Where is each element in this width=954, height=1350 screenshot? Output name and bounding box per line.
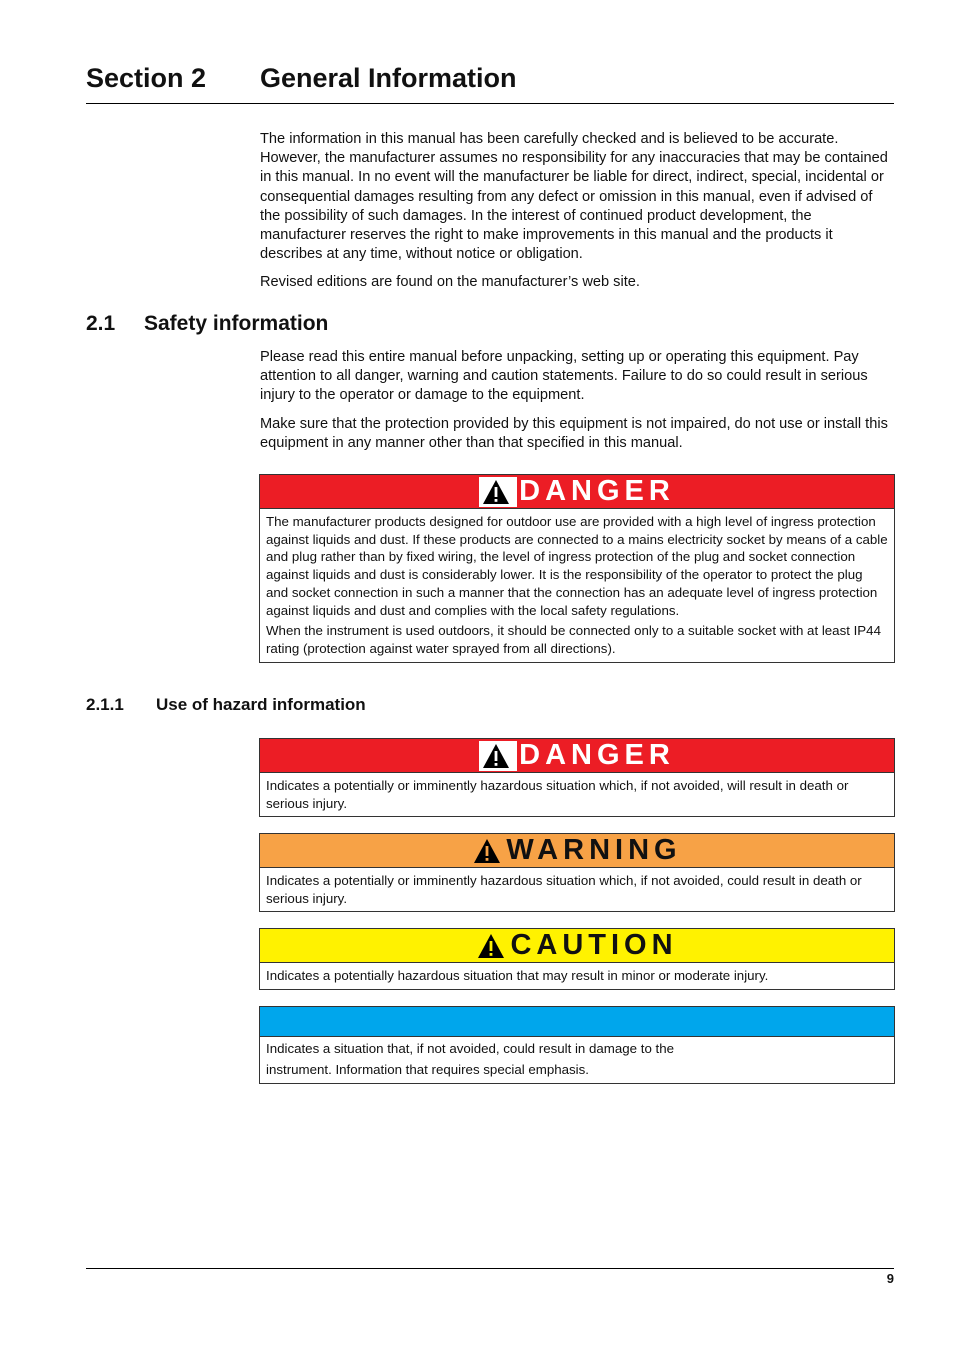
safety-paragraph-1: Please read this entire manual before unpacking, setting up or operating this equipment. Pay attention to all danger, warning and caution statements. Failure to do so could result in serious injury to the operator or damage to the equipment. [260, 349, 868, 404]
danger-definition-box [259, 738, 895, 817]
safety-heading-title: Safety information [144, 312, 329, 335]
notice-definition-header [260, 1007, 894, 1037]
intro-text [260, 130, 896, 293]
warning-triangle-icon [472, 837, 502, 865]
warning-triangle-icon [476, 932, 506, 960]
hazard-heading [86, 694, 366, 716]
footer-rule [86, 1268, 894, 1269]
page-number: 9 [886, 1271, 894, 1286]
danger-definition-label: DANGER [519, 739, 675, 771]
hazard-heading-title: Use of hazard information [156, 695, 366, 714]
warning-definition-text: Indicates a potentially or imminently hazardous situation which, if not avoided, could result in death or serious injury. [266, 873, 862, 906]
safety-heading [86, 311, 328, 337]
hazard-heading-number: 2.1.1 [86, 695, 124, 714]
danger-label: DANGER [519, 475, 675, 507]
caution-definition-box [259, 928, 895, 990]
notice-definition-line-2: instrument. Information that requires special emphasis. [266, 1062, 589, 1077]
section-number: Section 2 [86, 63, 207, 93]
danger-paragraph-2: When the instrument is used outdoors, it should be connected only to a suitable socket with at least IP44 rating (protection against water sprayed from all directions). [266, 623, 881, 656]
notice-definition-box [259, 1006, 895, 1084]
safety-paragraph-2: Make sure that the protection provided by this equipment is not impaired, do not use or install this equipment in any manner other than that specified in this manual. [260, 415, 888, 451]
warning-definition-box [259, 833, 895, 912]
intro-paragraph-2: Revised editions are found on the manufacturer’s web site. [260, 274, 640, 291]
caution-definition-label: CAUTION [510, 929, 678, 961]
caution-definition-header [260, 929, 894, 963]
danger-definition-text: Indicates a potentially or imminently hazardous situation which, if not avoided, will result in death or serious injury. [266, 778, 849, 811]
section-title: General Information [260, 63, 517, 93]
warning-definition-label: WARNING [506, 834, 682, 866]
safety-text [260, 348, 896, 453]
danger-notice-box [259, 474, 895, 663]
section-header [86, 58, 894, 104]
warning-triangle-icon [481, 742, 511, 770]
warning-triangle-icon [481, 478, 511, 506]
danger-paragraph-1: The manufacturer products designed for outdoor use are provided with a high level of ingress protection against liquids and dust. If these products are connected to a mains electricity socket by means of a cable and plug rather than by fixed wiring, the level of ingress protection of the plug and socket connection against liquids and dust is considerably lower. It is the responsibility of the operator to protect the plug and socket connection in such a manner that the connection has an adequate level of ingress protection against liquids and dust and complies with the local safety regulations. [266, 514, 888, 618]
caution-definition-text: Indicates a potentially hazardous situation that may result in minor or moderate injury. [266, 968, 769, 983]
safety-heading-number: 2.1 [86, 312, 116, 335]
danger-definition-header [260, 739, 894, 773]
notice-definition-line-1: Indicates a situation that, if not avoided, could result in damage to the [266, 1041, 675, 1056]
danger-header [260, 475, 894, 509]
intro-paragraph-1: The information in this manual has been carefully checked and is believed to be accurate. However, the manufacturer assumes no responsibility for any inaccuracies that may be contained in this manual. In no event will the manufacturer be liable for direct, indirect, special, incidental or consequential damages resulting from any defect or omission in this manual, even if advised of the possibility of such damages. In the interest of continued product development, the manufacturer reserves the right to make improvements in this manual and the products it describes at any time, without notice or obligation. [260, 131, 888, 263]
warning-definition-header [260, 834, 894, 868]
